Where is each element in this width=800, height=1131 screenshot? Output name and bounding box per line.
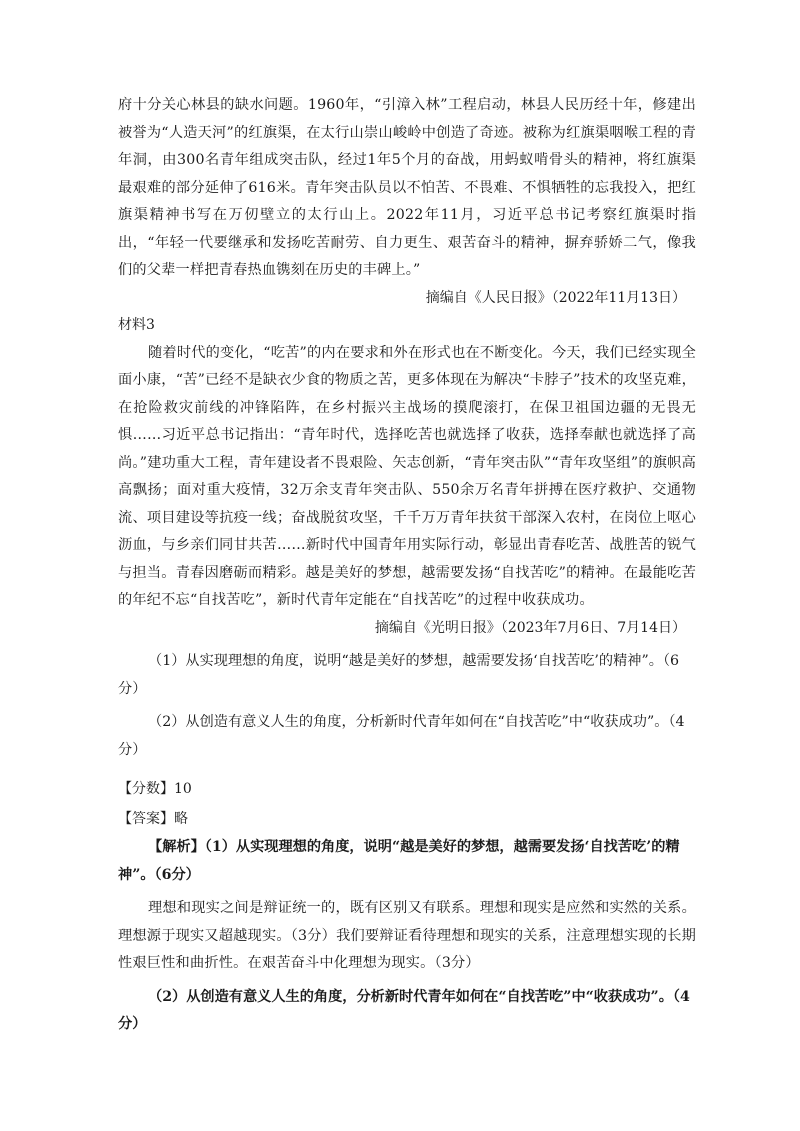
material3-source: 摘编自《光明日报》（2023年7月6日、7月14日） <box>374 619 686 636</box>
question-2: （2）从创造有意义人生的角度，分析新时代青年如何在“自找苦吃”中“收获成功”。（4分） <box>118 714 685 758</box>
material3-label: 材料3 <box>118 317 155 333</box>
material2-source: 摘编自《人民日报》（2022年11月13日） <box>425 289 686 306</box>
question-1: （1）从实现理想的角度，说明“越是美好的梦想，越需要发扬‘自找苦吃’的精神”。（6分） <box>118 653 680 697</box>
score-line: 【分数】10 <box>118 781 192 797</box>
material2-text: 府十分关心林县的缺水问题。1960年，“引漳入林”工程启动，林县人民历经十年，修建出被誉为“人造天河”的红旗渠，在太行山崇山峻岭中创造了奇迹。被称为红旗渠咽喉工程的青年洞，由300名青年组成突击队，经过1年5个月的奋战，用蚂蚁啃骨头的精神，将红旗渠最艰难的部分延伸了616米。青年突击队员以不怕苦、不畏难、不惧牺牲的忘我投入，把红旗渠精神书写在万仞壁立的太行山上。2022年11月，习近平总书记考察红旗渠时指出，“年轻一代要继承和发扬吃苦耐劳、自力更生、艰苦奋斗的精神，摒弃骄娇二气，像我们的父辈一样把青春热血镌刻在历史的丰碑上。” <box>118 97 696 278</box>
analysis-body: 理想和现实之间是辩证统一的，既有区别又有联系。理想和现实是应然和实然的关系。理想源于现实又超越现实。（3分）我们要辩证看待理想和现实的关系，注意理想实现的长期性艰巨性和曲折性。在艰苦奋斗中化理想为现实。（3分） <box>118 900 696 971</box>
answer-line: 【答案】略 <box>118 811 188 827</box>
analysis-question-2: （2）从创造有意义人生的角度，分析新时代青年如何在“自找苦吃”中“收获成功”。（4分） <box>118 988 690 1032</box>
document-page <box>118 92 696 1039</box>
material3-text: 随着时代的变化，“吃苦”的内在要求和外在形式也在不断变化。今天，我们已经实现全面小康，“苦”已经不是缺衣少食的物质之苦，更多体现在为解决“卡脖子”技术的攻坚克难，在抢险救灾前线的冲锋陷阵，在乡村振兴主战场的摸爬滚打，在保卫祖国边疆的无畏无惧……习近平总书记指出：“青年时代，选择吃苦也就选择了收获，选择奉献也就选择了高尚。”建功重大工程，青年建设者不畏艰险、矢志创新，“青年突击队”“青年攻坚组”的旗帜高高飘扬；面对重大疫情，32万余支青年突击队、550余万名青年拼搏在医疗救护、交通物流、项目建设等抗疫一线；奋战脱贫攻坚，千千万万青年扶贫干部深入农村，在岗位上呕心沥血，与乡亲们同甘共苦……新时代中国青年用实际行动，彰显出青春吃苦、战胜苦的锐气与担当。青春因磨砺而精彩。越是美好的梦想，越需要发扬“自找苦吃”的精神。在最能吃苦的年纪不忘“自找苦吃”，新时代青年定能在“自找苦吃”的过程中收获成功。 <box>118 344 696 608</box>
analysis-heading: 【解析】（1）从实现理想的角度，说明“越是美好的梦想，越需要发扬‘自找苦吃’的精神”。（6分） <box>118 839 680 883</box>
